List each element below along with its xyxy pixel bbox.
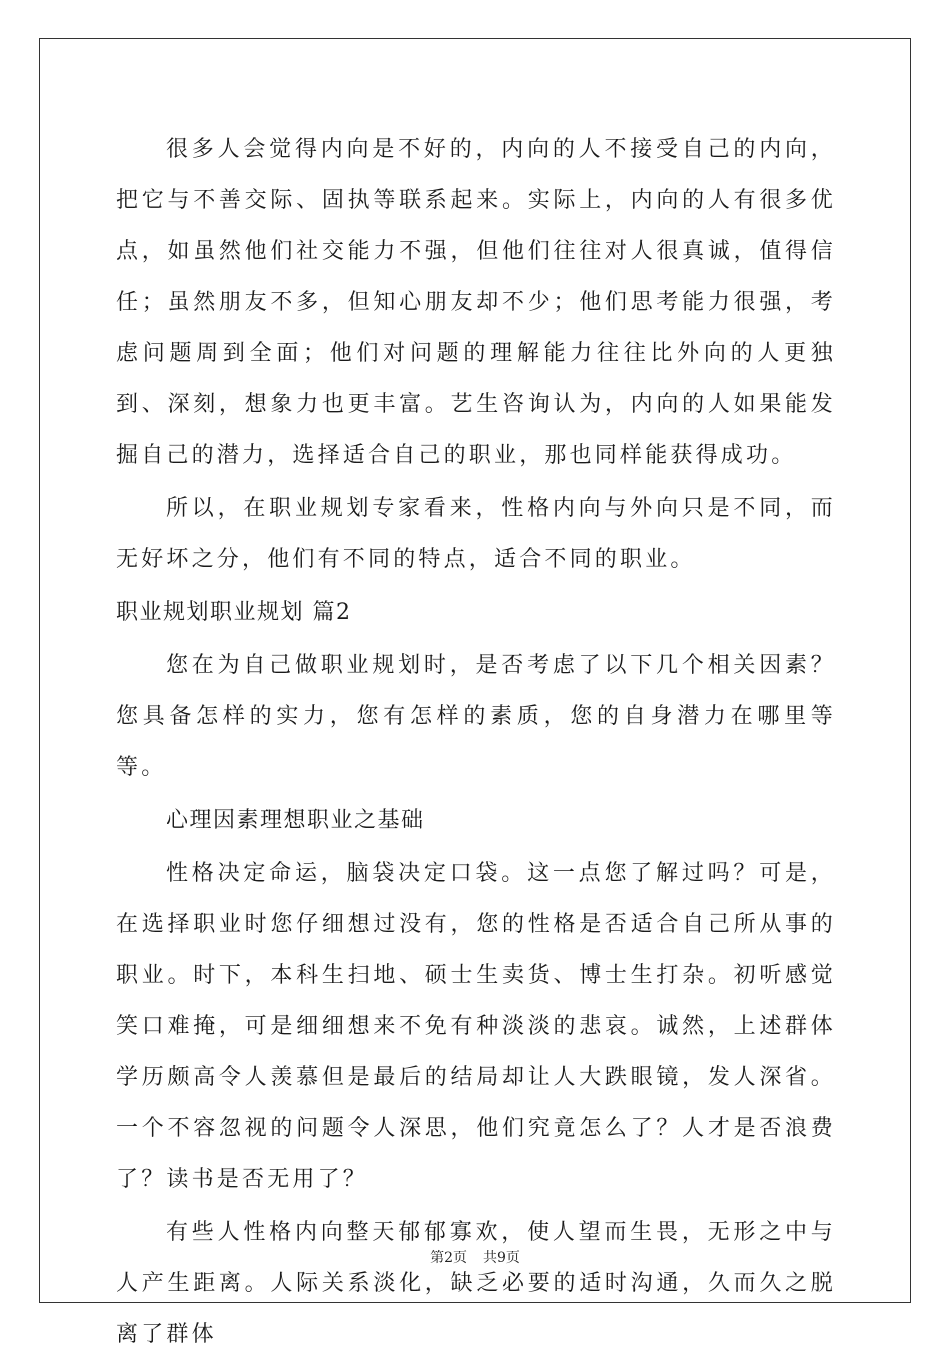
paragraph-personality-destiny: 性格决定命运，脑袋决定口袋。这一点您了解过吗？可是，在选择职业时您仔细想过没有，您的性格是否适合自己所从事的职业。时下，本科生扫地、硕士生卖货、博士生打杂。初听感觉笑口难掩，可是细细想来不免有种淡淡的悲哀。诚然，上述群体学历颇高令人羡慕但是最后的结局却让人大跌眼镜，发人深省。一个不容忽视的问题令人深思，他们究竟怎么了？人才是否浪费了？读书是否无用了？ (116, 861, 836, 1192)
page-footer (0, 1247, 950, 1267)
paragraph-personality-difference: 所以，在职业规划专家看来，性格内向与外向只是不同，而无好坏之分，他们有不同的特点，适合不同的职业。 (116, 496, 836, 572)
document-body (116, 124, 836, 1362)
section-heading: 职业规划职业规划 篇2 (116, 600, 352, 625)
paragraph-planning-factors: 您在为自己做职业规划时，是否考虑了以下几个相关因素？您具备怎样的实力，您有怎样的素质，您的自身潜力在哪里等等。 (116, 653, 836, 780)
paragraph-introvert-strengths: 很多人会觉得内向是不好的，内向的人不接受自己的内向，把它与不善交际、固执等联系起来。实际上，内向的人有很多优点，如虽然他们社交能力不强，但他们往往对人很真诚，值得信任；虽然朋友不多，但知心朋友却不少；他们思考能力很强，考虑问题周到全面；他们对问题的理解能力往往比外向的人更独到、深刻，想象力也更丰富。艺生咨询认为，内向的人如果能发掘自己的潜力，选择适合自己的职业，那也同样能获得成功。 (116, 137, 836, 468)
paragraph-introvert-isolation: 有些人性格内向整天郁郁寡欢，使人望而生畏，无形之中与人产生距离。人际关系淡化，缺乏必要的适时沟通，久而久之脱离了群体 (116, 1220, 836, 1347)
subsection-heading: 心理因素理想职业之基础 (166, 808, 425, 833)
page-number: 第2页 (430, 1250, 467, 1266)
page-total: 共9页 (483, 1250, 520, 1266)
